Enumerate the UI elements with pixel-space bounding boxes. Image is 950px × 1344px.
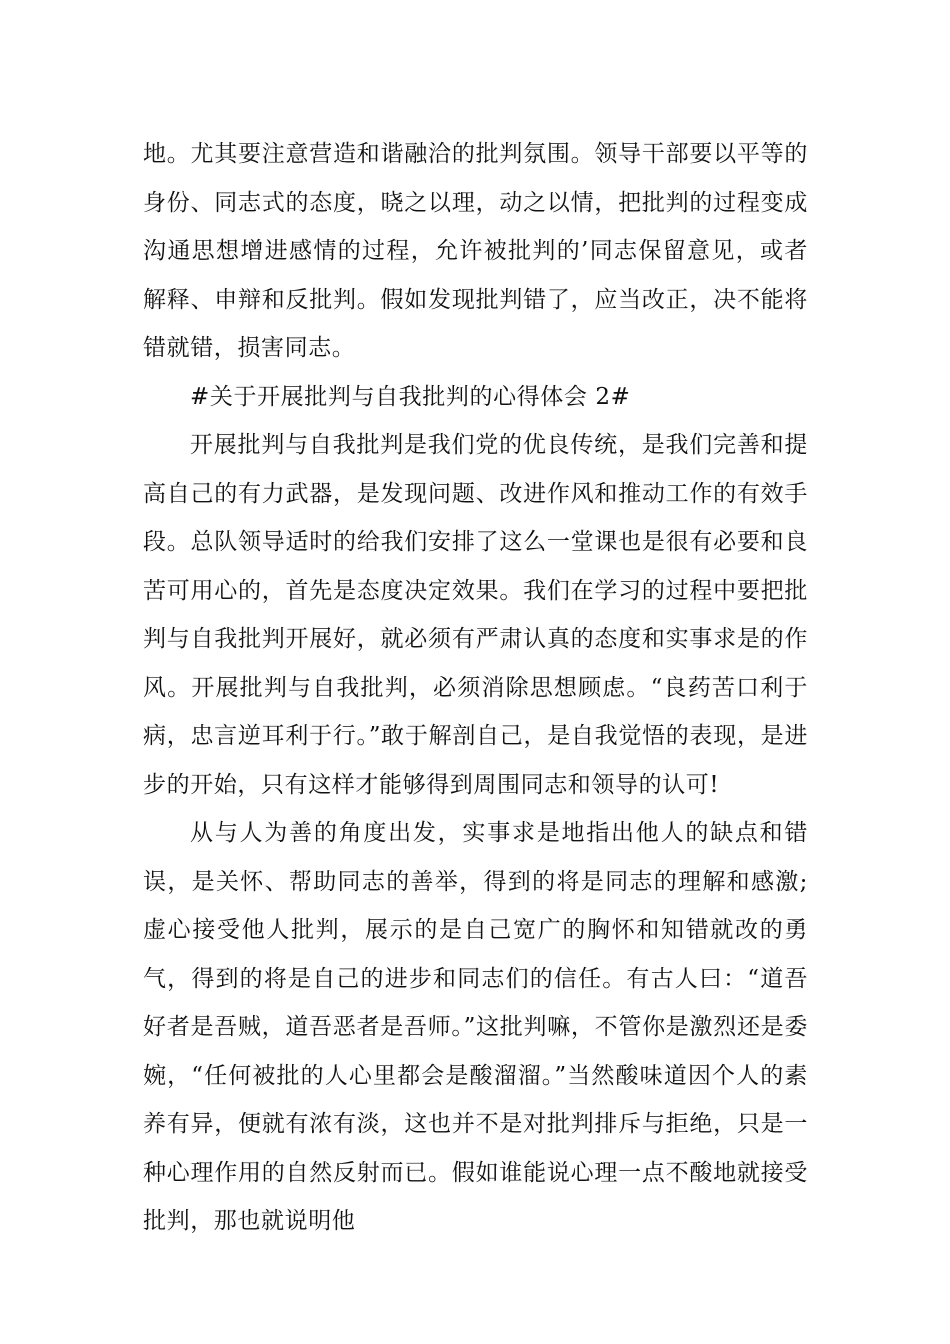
paragraph-2: 开展批判与自我批判是我们党的优良传统，是我们完善和提高自己的有力武器，是发现问题、改进作风和推动工作的有效手段。总队领导适时的给我们安排了这么一堂课也是很有必要和良苦可用心的，首先是态度决定效果。我们在学习的过程中要把批判与自我批判开展好，就必须有严肃认真的态度和实事求是的作风。开展批判与自我批判，必须消除思想顾虑。“良药苦口利于病，忠言逆耳利于行。”敢于解剖自己，是自我觉悟的表现，是进步的开始，只有这样才能够得到周围同志和领导的认可! — [143, 432, 808, 798]
document-body — [143, 130, 808, 1246]
section-heading: #关于开展批判与自我批判的心得体会 2# — [190, 383, 631, 410]
paragraph-1: 地。尤其要注意营造和谐融洽的批判氛围。领导干部要以平等的身份、同志式的态度，晓之以理，动之以情，把批判的过程变成沟通思想增进感情的过程，允许被批判的’同志保留意见，或者解释、申辩和反批判。假如发现批判错了，应当改正，决不能将错就错，损害同志。 — [143, 141, 808, 361]
paragraph-3: 从与人为善的角度出发，实事求是地指出他人的缺点和错误，是关怀、帮助同志的善举，得到的将是同志的理解和感激;虚心接受他人批判，展示的是自己宽广的胸怀和知错就改的勇气，得到的将是自己的进步和同志们的信任。有古人曰：“道吾好者是吾贼，道吾恶者是吾师。”这批判嘛，不管你是激烈还是委婉，“任何被批的人心里都会是酸溜溜。”当然酸味道因个人的素养有异，便就有浓有淡，这也并不是对批判排斥与拒绝，只是一种心理作用的自然反射而已。假如谁能说心理一点不酸地就接受批判，那也就说明他 — [143, 820, 808, 1234]
